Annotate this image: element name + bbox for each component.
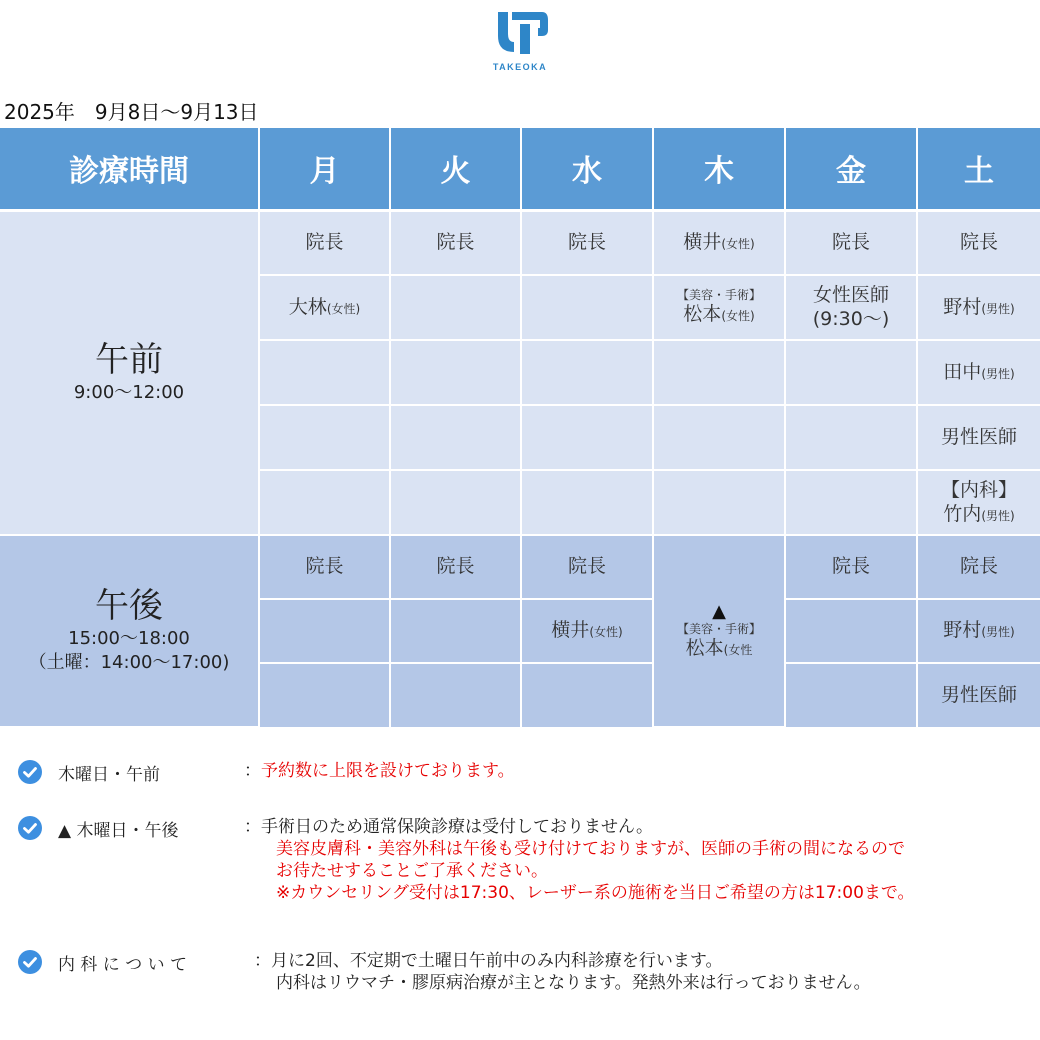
morning-fri-2 bbox=[785, 275, 917, 340]
check-circle-icon bbox=[18, 816, 42, 840]
department-tag: 【美容・手術】 bbox=[676, 288, 761, 303]
afternoon-row-1 bbox=[0, 535, 1040, 599]
note-separator: ： bbox=[244, 761, 261, 781]
header-mon: 月 bbox=[259, 128, 390, 210]
morning-sat-1: 院長 bbox=[917, 210, 1040, 275]
afternoon-tue-1: 院長 bbox=[390, 535, 521, 599]
note-line: 予約数に上限を設けております。 bbox=[261, 761, 515, 781]
doctor-gender: (女性 bbox=[723, 642, 753, 657]
doctor-name: 女性医師 bbox=[812, 283, 889, 306]
department-tag: 【美容・手術】 bbox=[676, 621, 761, 636]
note-text bbox=[254, 950, 871, 994]
morning-fri-3 bbox=[785, 340, 917, 405]
afternoon-sat-1: 院長 bbox=[917, 535, 1040, 599]
afternoon-wed-1: 院長 bbox=[521, 535, 653, 599]
afternoon-fri-2 bbox=[785, 599, 917, 663]
doctor-name: 田中 bbox=[943, 360, 982, 383]
note-line: 手術日のため通常保険診療は受付しておりません。 bbox=[261, 817, 654, 837]
morning-wed-4 bbox=[521, 405, 653, 470]
note-line: 月に2回、不定期で土曜日午前中のみ内科診療を行います。 bbox=[271, 951, 723, 971]
morning-mon-3 bbox=[259, 340, 390, 405]
note-label: 内 科 に つ い て bbox=[58, 955, 188, 975]
header-fri: 金 bbox=[785, 128, 917, 210]
doctor-name: 大林 bbox=[288, 295, 327, 318]
afternoon-sat-2 bbox=[917, 599, 1040, 663]
morning-mon-4 bbox=[259, 405, 390, 470]
triangle-mark-icon: ▲ bbox=[712, 600, 726, 622]
morning-mon-1: 院長 bbox=[259, 210, 390, 275]
afternoon-tue-3 bbox=[390, 663, 521, 727]
note-line: お待たせすることご了承ください。 bbox=[276, 861, 548, 882]
morning-tue-3 bbox=[390, 340, 521, 405]
doctor-name: 野村 bbox=[943, 619, 982, 642]
morning-thu-4 bbox=[653, 405, 785, 470]
morning-sat-3 bbox=[917, 340, 1040, 405]
doctor-name: 松本 bbox=[685, 636, 724, 659]
afternoon-mon-1: 院長 bbox=[259, 535, 390, 599]
header-tue: 火 bbox=[390, 128, 521, 210]
doctor-name: 竹内 bbox=[943, 502, 982, 525]
header-row bbox=[0, 128, 1040, 210]
morning-fri-4 bbox=[785, 405, 917, 470]
morning-fri-1: 院長 bbox=[785, 210, 917, 275]
note-line: ※カウンセリング受付は17:30、レーザー系の施術を当日ご希望の方は17:00まで。 bbox=[276, 883, 915, 904]
morning-sat-2 bbox=[917, 275, 1040, 340]
note-separator: ： bbox=[244, 817, 261, 837]
morning-period-cell bbox=[0, 210, 259, 535]
doctor-gender: (男性) bbox=[981, 508, 1015, 523]
doctor-gender: (女性) bbox=[326, 301, 361, 316]
doctor-gender: (女性) bbox=[589, 625, 623, 640]
schedule-table bbox=[0, 128, 1040, 728]
note-label: ▲ 木曜日・午後 bbox=[58, 821, 179, 841]
morning-thu-2 bbox=[653, 275, 785, 340]
morning-hours: 9:00～12:00 bbox=[73, 382, 185, 403]
morning-row-1 bbox=[0, 210, 1040, 275]
doctor-name: 横井 bbox=[683, 230, 722, 253]
doctor-name: 野村 bbox=[943, 295, 982, 318]
header-wed: 水 bbox=[521, 128, 653, 210]
note-label: 木曜日・午前 bbox=[58, 765, 160, 785]
morning-wed-3 bbox=[521, 340, 653, 405]
afternoon-period-cell bbox=[0, 535, 259, 727]
morning-sat-4: 男性医師 bbox=[917, 405, 1040, 470]
morning-mon-5 bbox=[259, 470, 390, 535]
afternoon-tue-2 bbox=[390, 599, 521, 663]
doctor-gender: (女性) bbox=[721, 236, 755, 251]
afternoon-wed-2 bbox=[521, 599, 653, 663]
note-text bbox=[244, 816, 915, 904]
doctor-gender: (男性) bbox=[981, 625, 1015, 640]
afternoon-mon-2 bbox=[259, 599, 390, 663]
afternoon-fri-3 bbox=[785, 663, 917, 727]
check-circle-icon bbox=[18, 950, 42, 974]
note-text bbox=[244, 760, 515, 782]
morning-wed-5 bbox=[521, 470, 653, 535]
note-line: 内科はリウマチ・膠原病治療が主となります。発熱外来は行っておりません。 bbox=[276, 973, 871, 994]
morning-mon-2 bbox=[259, 275, 390, 340]
afternoon-label: 午後 bbox=[95, 586, 163, 627]
header-thu: 木 bbox=[653, 128, 785, 210]
morning-wed-1: 院長 bbox=[521, 210, 653, 275]
morning-tue-1: 院長 bbox=[390, 210, 521, 275]
morning-sat-5 bbox=[917, 470, 1040, 535]
morning-fri-5 bbox=[785, 470, 917, 535]
department-tag: 【内科】 bbox=[940, 478, 1017, 501]
logo-text: TAKEOKA bbox=[492, 62, 548, 72]
morning-wed-2 bbox=[521, 275, 653, 340]
doctor-name: 松本 bbox=[683, 303, 722, 326]
morning-label: 午前 bbox=[95, 340, 163, 381]
morning-tue-2 bbox=[390, 275, 521, 340]
doctor-gender: (女性) bbox=[721, 309, 755, 324]
saturday-hours: （土曜：14:00～17:00) bbox=[28, 652, 230, 674]
note-line: 美容皮膚科・美容外科は午後も受け付けておりますが、医師の手術の間になるので bbox=[276, 839, 905, 860]
doctor-gender: (男性) bbox=[981, 366, 1015, 381]
afternoon-mon-3 bbox=[259, 663, 390, 727]
afternoon-hours: 15:00～18:00 bbox=[68, 628, 190, 650]
note-separator: ： bbox=[254, 951, 271, 971]
check-circle-icon bbox=[18, 760, 42, 784]
takeoka-logo-icon bbox=[490, 8, 550, 58]
doctor-name: 横井 bbox=[551, 619, 590, 642]
header-hours: 診療時間 bbox=[0, 128, 259, 210]
morning-thu-1 bbox=[653, 210, 785, 275]
doctor-start-time: (9:30～) bbox=[812, 307, 890, 330]
morning-thu-5 bbox=[653, 470, 785, 535]
morning-tue-4 bbox=[390, 405, 521, 470]
afternoon-fri-1: 院長 bbox=[785, 535, 917, 599]
afternoon-thu-merged bbox=[653, 535, 785, 727]
morning-thu-3 bbox=[653, 340, 785, 405]
clinic-logo bbox=[486, 8, 554, 72]
afternoon-wed-3 bbox=[521, 663, 653, 727]
morning-tue-5 bbox=[390, 470, 521, 535]
afternoon-sat-3: 男性医師 bbox=[917, 663, 1040, 727]
date-range: 2025年 9月8日～9月13日 bbox=[4, 100, 259, 124]
header-sat: 土 bbox=[917, 128, 1040, 210]
doctor-gender: (男性) bbox=[981, 301, 1015, 316]
